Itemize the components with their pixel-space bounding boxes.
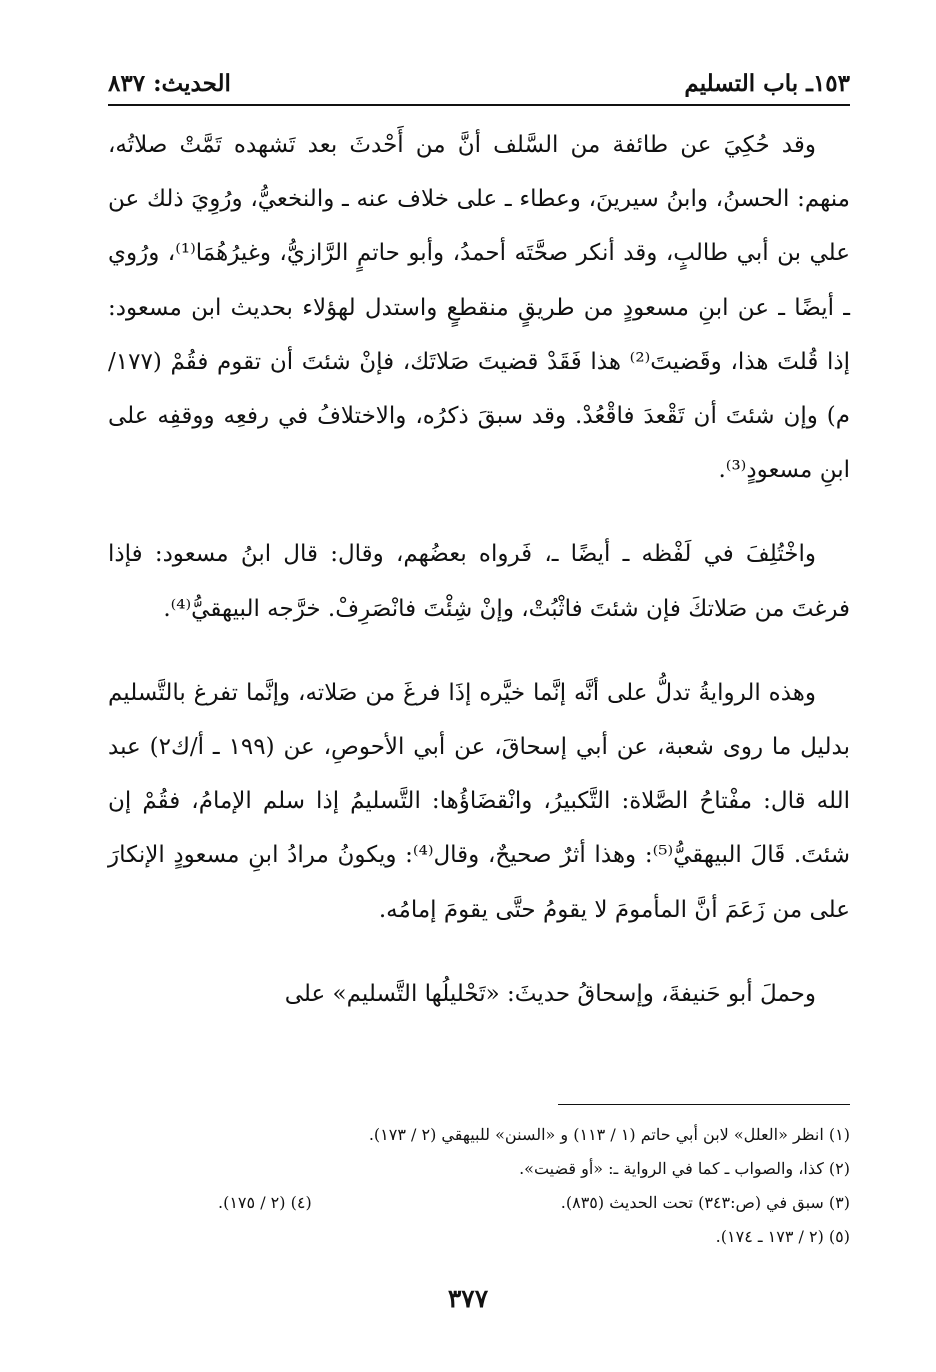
- hadith-reference: الحديث: ٨٣٧: [108, 69, 231, 97]
- main-text: [108, 118, 850, 1021]
- paragraph-4: وحملَ أبو حَنيفةَ، وإسحاقُ حديثَ: «تَحْليلُها التَّسليم» على: [284, 980, 816, 1007]
- footnote-5: (٥) (٢ / ١٧٣ ـ ١٧٤).: [715, 1227, 850, 1246]
- footnote-2: (٢) كذا، والصواب ـ كما في الرواية ـ: «أو قضيت».: [519, 1159, 850, 1178]
- paragraph-1: وقد حُكِيَ عن طائفة من السَّلف أنَّ من أَحْدثَ بعد تَشهده تَمَّتْ صلاتُه، منهم: الحسنُ، وابنُ سيرينَ، وعطاء ـ على خلاف عنه ـ والنخعيُّ، ورُوِيَ ذلك عن علي بن أبي طالبٍ، وقد أنكر صحَّتَه أحمدُ، وأبو حاتمٍ الرَّازيُّ، وغيرُهُمَا⁽¹⁾، ورُوي ـ أيضًا ـ عن ابنِ مسعودٍ من طريقٍ منقطعٍ واستدل لهؤلاء بحديث ابن مسعود: إذا قُلتَ هذا، وقَضيتَ⁽²⁾ هذا فَقَدْ قضيتَ صَلاتَك، فإنْ شئتَ أن تقوم فقُمْ (١٧٧/ م) وإن شئتَ أن تَقْعدَ فاقْعُدْ. وقد سبقَ ذكرُه، والاختلافُ في رفعِه ووقفِه على ابنِ مسعودٍ⁽³⁾.: [108, 132, 851, 484]
- header-divider: [108, 104, 850, 106]
- footnote-3: (٣) سبق في (ص:٣٤٣) تحت الحديث (٨٣٥).: [560, 1193, 850, 1212]
- paragraph-2: واخْتُلِفَ في لَفْظه ـ أيضًا ـ، فَرواه بعضُهم، وقال: قال ابنُ مسعود: فإذا فرغتَ من صَلاتكَ فإن شئتَ فاثْبُتْ، وإنْ شِئْتَ فانْصَرِفْ. خرَّجه البيهقيُّ⁽⁴⁾.: [108, 541, 850, 622]
- page-number: ٣٧٧: [447, 1284, 489, 1313]
- footnote-4: (٤) (٢ / ١٧٥).: [218, 1193, 312, 1212]
- chapter-title: ١٥٣ـ باب التسليم: [684, 69, 850, 97]
- paragraph-3: وهذه الروايةُ تدلُّ على أنَّه إنَّما خيَّره إذَا فرغَ من صَلاته، وإنَّما تفرغ بالتَّسليم بدليل ما روى شعبة، عن أبي إسحاقَ، عن أبي الأحوصِ، عن (١٩٩ ـ أ/ك٢) عبد الله قال: مفْتاحُ الصَّلاة: التَّكبيرُ، وانْقضَاؤُها: التَّسليمُ إذا سلم الإمامُ، فقُمْ إن شئتَ. قَالَ البيهقيُّ⁽⁵⁾: وهذا أثرٌ صحيحٌ، وقال⁽⁴⁾: ويكونُ مرادُ ابنِ مسعودٍ الإنكارَ على من زَعَمَ أنَّ المأمومَ لا يقومُ حتَّى يقومَ إمامُه.: [108, 679, 850, 923]
- footnote-divider: [558, 1104, 850, 1105]
- footnote-row-3-4: [108, 1186, 850, 1220]
- running-header: [108, 66, 850, 100]
- footnotes: [108, 1118, 850, 1254]
- footnote-1: (١) انظر «العلل» لابن أبي حاتم (١ / ١١٣) و «السنن» للبيهقي (٢ / ١٧٣).: [368, 1125, 850, 1144]
